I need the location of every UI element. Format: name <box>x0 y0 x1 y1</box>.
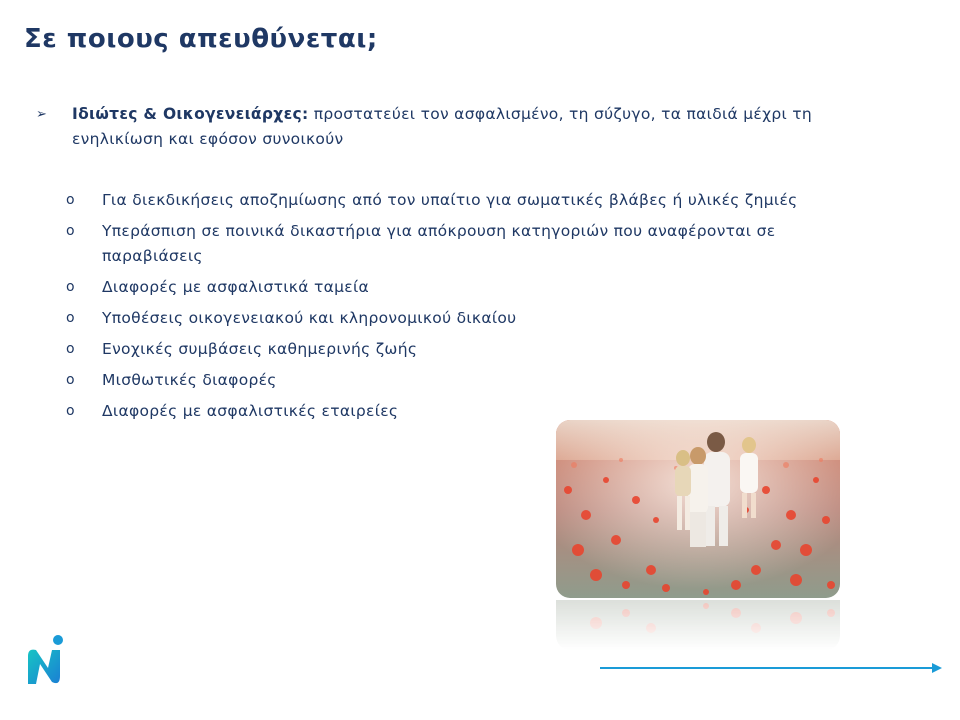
circle-bullet-icon: o <box>66 341 75 357</box>
family-photo-image <box>556 420 840 598</box>
main-point <box>36 102 866 152</box>
list-item <box>66 337 856 362</box>
list-item-text: Ενοχικές συμβάσεις καθημερινής ζωής <box>102 340 418 358</box>
list-item-text: Υπεράσπιση σε ποινικά δικαστήρια για απόκρουση κατηγοριών που αναφέρονται σε παραβιάσεις <box>102 222 776 265</box>
list-item <box>66 306 856 331</box>
circle-bullet-icon: o <box>66 403 75 419</box>
circle-bullet-icon: o <box>66 279 75 295</box>
arrow-bullet-icon: ➢ <box>36 107 47 122</box>
list-item <box>66 275 856 300</box>
arrow-right-icon <box>600 660 944 676</box>
main-point-content <box>72 102 866 152</box>
circle-bullet-icon: o <box>66 310 75 326</box>
sub-list <box>66 188 856 430</box>
family-photo <box>556 420 840 650</box>
company-logo-icon <box>24 632 66 688</box>
list-item-text: Διαφορές με ασφαλιστικές εταιρείες <box>102 402 399 420</box>
list-item <box>66 219 856 269</box>
main-point-text: προστατεύει τον ασφαλισμένο, τη σύζυγο, τα παιδιά μέχρι τη ενηλικίωση και εφόσον συνοικούν <box>72 105 813 148</box>
list-item <box>66 368 856 393</box>
family-photo-reflection <box>556 600 840 650</box>
main-point-label: Ιδιώτες & Οικογενειάρχες: <box>72 105 309 123</box>
circle-bullet-icon: o <box>66 192 75 208</box>
circle-bullet-icon: o <box>66 372 75 388</box>
list-item-text: Διαφορές με ασφαλιστικά ταμεία <box>102 278 370 296</box>
slide-title: Σε ποιους απευθύνεται; <box>24 24 378 54</box>
list-item-text: Για διεκδικήσεις αποζημίωσης από τον υπαίτιο για σωματικές βλάβες ή υλικές ζημιές <box>102 191 798 209</box>
circle-bullet-icon: o <box>66 223 75 239</box>
list-item-text: Μισθωτικές διαφορές <box>102 371 277 389</box>
list-item <box>66 188 856 213</box>
list-item-text: Υποθέσεις οικογενειακού και κληρονομικού δικαίου <box>102 309 517 327</box>
